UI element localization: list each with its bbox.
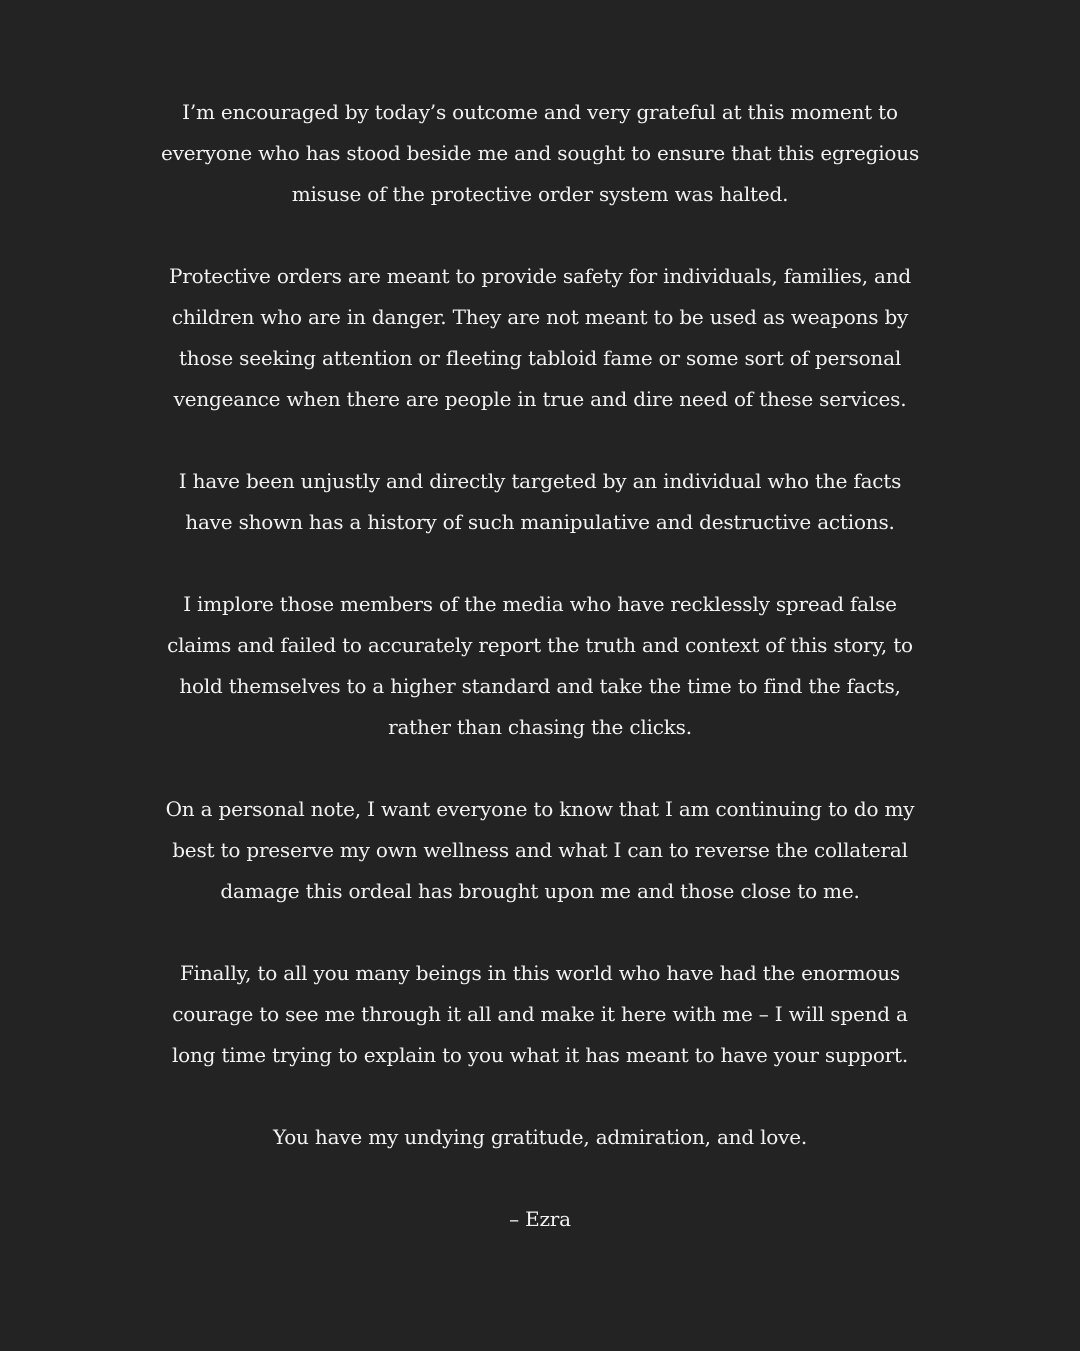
text-line: long time trying to explain to you what it has meant to have your support.: [171, 1043, 909, 1067]
paragraph-protective-orders: [10, 256, 1070, 420]
text-line: I’m encouraged by today’s outcome and very grateful at this moment to: [182, 100, 898, 124]
text-line: courage to see me through it all and make it here with me – I will spend a: [172, 1002, 908, 1026]
signoff-text: – Ezra: [509, 1207, 571, 1231]
text-line: claims and failed to accurately report the truth and context of this story, to: [167, 633, 913, 657]
text-line: hold themselves to a higher standard and take the time to find the facts,: [179, 674, 901, 698]
text-line: best to preserve my own wellness and what I can to reverse the collateral: [172, 838, 908, 862]
text-line: rather than chasing the clicks.: [388, 715, 692, 739]
text-line: those seeking attention or fleeting tabloid fame or some sort of personal: [178, 346, 902, 370]
text-line: damage this ordeal has brought upon me and those close to me.: [220, 879, 860, 903]
text-line: Protective orders are meant to provide safety for individuals, families, and: [168, 264, 912, 288]
text-line: vengeance when there are people in true and dire need of these services.: [173, 387, 907, 411]
text-line: everyone who has stood beside me and sought to ensure that this egregious: [160, 141, 920, 165]
text-line: On a personal note, I want everyone to know that I am continuing to do my: [165, 797, 915, 821]
text-line: You have my undying gratitude, admiration, and love.: [272, 1125, 808, 1149]
text-line: Finally, to all you many beings in this world who have had the enormous: [180, 961, 900, 985]
text-line: children who are in danger. They are not meant to be used as weapons by: [171, 305, 909, 329]
signoff: [10, 1199, 1070, 1240]
text-line: I have been unjustly and directly targeted by an individual who the facts: [178, 469, 902, 493]
paragraph-media: [10, 584, 1070, 748]
text-line: I implore those members of the media who have recklessly spread false: [183, 592, 897, 616]
paragraph-targeted: [10, 461, 1070, 543]
paragraph-personal-note: [10, 789, 1070, 912]
paragraph-finally: [10, 953, 1070, 1076]
text-line: misuse of the protective order system was halted.: [291, 182, 789, 206]
paragraph-gratitude: [10, 1117, 1070, 1158]
text-line: have shown has a history of such manipulative and destructive actions.: [185, 510, 895, 534]
paragraph-outcome: [10, 92, 1070, 215]
